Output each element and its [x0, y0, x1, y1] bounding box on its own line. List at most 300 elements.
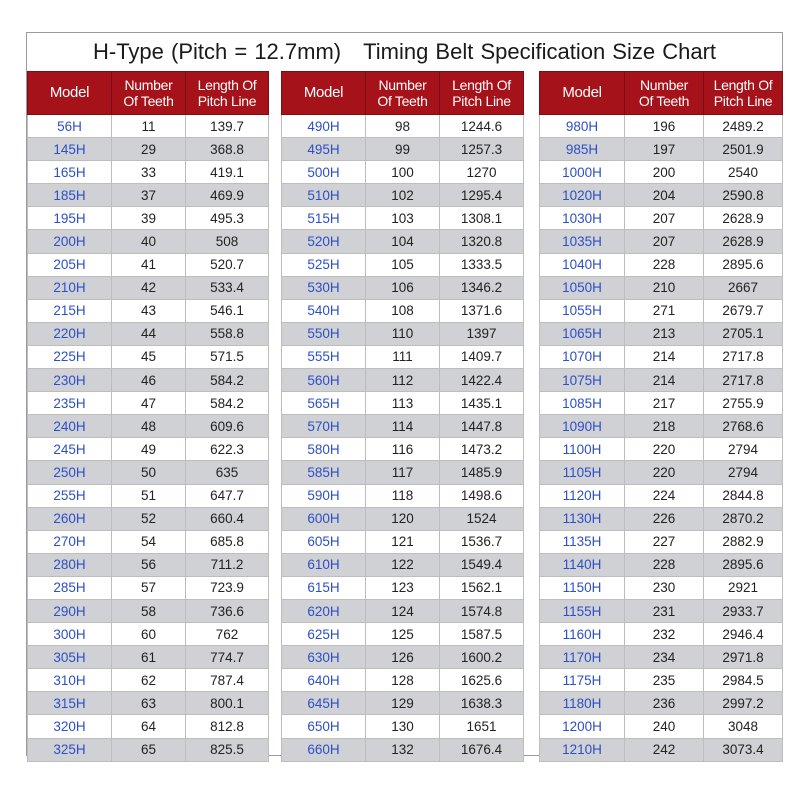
table-row: [28, 692, 269, 715]
teeth-cell: 123: [366, 576, 440, 599]
model-cell: 1030H: [540, 207, 625, 230]
teeth-cell: 207: [625, 207, 704, 230]
teeth-cell: 200: [625, 161, 704, 184]
model-cell: 540H: [282, 299, 366, 322]
pitch-length-cell: 419.1: [186, 161, 269, 184]
model-cell: 1180H: [540, 692, 625, 715]
table-row: [540, 184, 783, 207]
header-teeth-line1: Number: [124, 77, 173, 93]
table-row: [282, 692, 524, 715]
pitch-length-cell: 800.1: [186, 692, 269, 715]
pitch-length-cell: 2933.7: [704, 599, 783, 622]
table-row: [282, 253, 524, 276]
pitch-length-cell: 787.4: [186, 669, 269, 692]
teeth-cell: 42: [112, 276, 186, 299]
model-cell: 525H: [282, 253, 366, 276]
pitch-length-cell: 1346.2: [440, 276, 524, 299]
model-cell: 145H: [28, 138, 112, 161]
model-cell: 985H: [540, 138, 625, 161]
teeth-cell: 98: [366, 115, 440, 138]
pitch-length-cell: 584.2: [186, 392, 269, 415]
model-cell: 1105H: [540, 461, 625, 484]
model-cell: 1140H: [540, 553, 625, 576]
model-cell: 270H: [28, 530, 112, 553]
teeth-cell: 231: [625, 599, 704, 622]
pitch-length-cell: 533.4: [186, 276, 269, 299]
pitch-length-cell: 660.4: [186, 507, 269, 530]
pitch-length-cell: 1409.7: [440, 345, 524, 368]
teeth-cell: 220: [625, 438, 704, 461]
pitch-length-cell: 139.7: [186, 115, 269, 138]
table-row: [540, 553, 783, 576]
table-row: [28, 669, 269, 692]
model-cell: 320H: [28, 715, 112, 738]
teeth-cell: 56: [112, 553, 186, 576]
pitch-length-cell: 1536.7: [440, 530, 524, 553]
table-row: [282, 345, 524, 368]
table-row: [540, 207, 783, 230]
pitch-length-cell: 1371.6: [440, 299, 524, 322]
teeth-cell: 118: [366, 484, 440, 507]
model-cell: 980H: [540, 115, 625, 138]
teeth-cell: 224: [625, 484, 704, 507]
pitch-length-cell: 635: [186, 461, 269, 484]
teeth-cell: 132: [366, 738, 440, 761]
header-teeth-line1: Number: [378, 77, 427, 93]
teeth-cell: 129: [366, 692, 440, 715]
model-cell: 215H: [28, 299, 112, 322]
table-row: [28, 646, 269, 669]
table-row: [28, 576, 269, 599]
pitch-length-cell: 2794: [704, 438, 783, 461]
pitch-length-cell: 508: [186, 230, 269, 253]
model-cell: 195H: [28, 207, 112, 230]
pitch-length-cell: 1524: [440, 507, 524, 530]
table-row: [540, 299, 783, 322]
teeth-cell: 220: [625, 461, 704, 484]
teeth-cell: 130: [366, 715, 440, 738]
pitch-length-cell: 2628.9: [704, 207, 783, 230]
teeth-cell: 47: [112, 392, 186, 415]
teeth-cell: 63: [112, 692, 186, 715]
pitch-length-cell: 2717.8: [704, 369, 783, 392]
pitch-length-cell: 2895.6: [704, 553, 783, 576]
teeth-cell: 210: [625, 276, 704, 299]
model-cell: 560H: [282, 369, 366, 392]
header-length-line1: Length Of: [197, 77, 257, 93]
pitch-length-cell: 2755.9: [704, 392, 783, 415]
pitch-length-cell: 736.6: [186, 599, 269, 622]
teeth-cell: 103: [366, 207, 440, 230]
table-row: [540, 438, 783, 461]
table-row: [282, 184, 524, 207]
teeth-cell: 102: [366, 184, 440, 207]
teeth-cell: 62: [112, 669, 186, 692]
table-row: [282, 484, 524, 507]
table-row: [540, 507, 783, 530]
pitch-length-cell: 762: [186, 623, 269, 646]
pitch-length-cell: 647.7: [186, 484, 269, 507]
pitch-length-cell: 368.8: [186, 138, 269, 161]
table-row: [540, 484, 783, 507]
header-number-of-teeth: [366, 72, 440, 115]
table-body: [282, 115, 524, 762]
table-row: [282, 392, 524, 415]
table-row: [540, 276, 783, 299]
pitch-length-cell: 584.2: [186, 369, 269, 392]
header-teeth-line2: Of Teeth: [638, 93, 690, 109]
pitch-length-cell: 558.8: [186, 322, 269, 345]
model-cell: 1155H: [540, 599, 625, 622]
teeth-cell: 113: [366, 392, 440, 415]
model-cell: 600H: [282, 507, 366, 530]
model-cell: 1175H: [540, 669, 625, 692]
size-table-block-1: [27, 71, 269, 762]
table-row: [282, 507, 524, 530]
pitch-length-cell: 774.7: [186, 646, 269, 669]
model-cell: 550H: [282, 322, 366, 345]
pitch-length-cell: 3073.4: [704, 738, 783, 761]
table-row: [540, 738, 783, 761]
teeth-cell: 45: [112, 345, 186, 368]
pitch-length-cell: 1295.4: [440, 184, 524, 207]
header-length-line2: Pitch Line: [197, 93, 257, 109]
model-cell: 185H: [28, 184, 112, 207]
header-length-line2: Pitch Line: [713, 93, 773, 109]
header-pitch-length: [186, 72, 269, 115]
header-teeth-line2: Of Teeth: [123, 93, 174, 109]
pitch-length-cell: 2768.6: [704, 415, 783, 438]
pitch-length-cell: 2705.1: [704, 322, 783, 345]
teeth-cell: 33: [112, 161, 186, 184]
pitch-length-cell: 1574.8: [440, 599, 524, 622]
pitch-length-cell: 1651: [440, 715, 524, 738]
pitch-length-cell: 1333.5: [440, 253, 524, 276]
header-pitch-length: [704, 72, 783, 115]
header-length-line1: Length Of: [452, 77, 511, 93]
teeth-cell: 230: [625, 576, 704, 599]
pitch-length-cell: 1473.2: [440, 438, 524, 461]
table-row: [282, 576, 524, 599]
model-cell: 1100H: [540, 438, 625, 461]
model-cell: 495H: [282, 138, 366, 161]
table-row: [540, 322, 783, 345]
model-cell: 225H: [28, 345, 112, 368]
teeth-cell: 54: [112, 530, 186, 553]
pitch-length-cell: 2895.6: [704, 253, 783, 276]
pitch-length-cell: 685.8: [186, 530, 269, 553]
table-row: [282, 553, 524, 576]
table-row: [540, 345, 783, 368]
pitch-length-cell: 2679.7: [704, 299, 783, 322]
table-row: [28, 253, 269, 276]
teeth-cell: 65: [112, 738, 186, 761]
table-row: [28, 530, 269, 553]
pitch-length-cell: 812.8: [186, 715, 269, 738]
pitch-length-cell: 2997.2: [704, 692, 783, 715]
model-cell: 645H: [282, 692, 366, 715]
teeth-cell: 126: [366, 646, 440, 669]
teeth-cell: 58: [112, 599, 186, 622]
table-row: [282, 715, 524, 738]
header-teeth-line1: Number: [640, 77, 688, 93]
pitch-length-cell: 825.5: [186, 738, 269, 761]
table-row: [282, 738, 524, 761]
pitch-length-cell: 1270: [440, 161, 524, 184]
table-row: [540, 161, 783, 184]
model-cell: 325H: [28, 738, 112, 761]
table-row: [28, 184, 269, 207]
table-row: [540, 646, 783, 669]
header-teeth-line2: Of Teeth: [377, 93, 428, 109]
model-cell: 280H: [28, 553, 112, 576]
model-cell: 220H: [28, 322, 112, 345]
model-cell: 530H: [282, 276, 366, 299]
teeth-cell: 124: [366, 599, 440, 622]
model-cell: 1150H: [540, 576, 625, 599]
teeth-cell: 120: [366, 507, 440, 530]
teeth-cell: 125: [366, 623, 440, 646]
pitch-length-cell: 546.1: [186, 299, 269, 322]
teeth-cell: 44: [112, 322, 186, 345]
header-row: [540, 72, 783, 115]
teeth-cell: 43: [112, 299, 186, 322]
table-row: [282, 299, 524, 322]
header-length-line1: Length Of: [713, 77, 773, 93]
model-cell: 500H: [282, 161, 366, 184]
table-row: [28, 507, 269, 530]
teeth-cell: 61: [112, 646, 186, 669]
teeth-cell: 106: [366, 276, 440, 299]
size-table-block-3: [539, 71, 783, 762]
teeth-cell: 226: [625, 507, 704, 530]
table-row: [540, 530, 783, 553]
pitch-length-cell: 571.5: [186, 345, 269, 368]
teeth-cell: 108: [366, 299, 440, 322]
pitch-length-cell: 3048: [704, 715, 783, 738]
header-model: Model: [540, 72, 625, 115]
table-row: [282, 138, 524, 161]
model-cell: 290H: [28, 599, 112, 622]
model-cell: 1090H: [540, 415, 625, 438]
model-cell: 240H: [28, 415, 112, 438]
model-cell: 1055H: [540, 299, 625, 322]
table-row: [540, 230, 783, 253]
teeth-cell: 60: [112, 623, 186, 646]
pitch-length-cell: 1447.8: [440, 415, 524, 438]
pitch-length-cell: 2590.8: [704, 184, 783, 207]
table-row: [282, 646, 524, 669]
page-title: [27, 33, 782, 71]
table-body: [540, 115, 783, 762]
pitch-length-cell: 2794: [704, 461, 783, 484]
pitch-length-cell: 1244.6: [440, 115, 524, 138]
model-cell: 1120H: [540, 484, 625, 507]
teeth-cell: 122: [366, 553, 440, 576]
table-row: [540, 576, 783, 599]
model-cell: 1000H: [540, 161, 625, 184]
pitch-length-cell: 2667: [704, 276, 783, 299]
table-row: [28, 345, 269, 368]
teeth-cell: 51: [112, 484, 186, 507]
teeth-cell: 111: [366, 345, 440, 368]
table-row: [540, 253, 783, 276]
table-row: [28, 299, 269, 322]
teeth-cell: 235: [625, 669, 704, 692]
teeth-cell: 217: [625, 392, 704, 415]
table-row: [28, 484, 269, 507]
table-row: [540, 392, 783, 415]
pitch-length-cell: 2921: [704, 576, 783, 599]
table-row: [28, 553, 269, 576]
model-cell: 620H: [282, 599, 366, 622]
pitch-length-cell: 1587.5: [440, 623, 524, 646]
pitch-length-cell: 609.6: [186, 415, 269, 438]
model-cell: 1050H: [540, 276, 625, 299]
model-cell: 615H: [282, 576, 366, 599]
model-cell: 165H: [28, 161, 112, 184]
pitch-length-cell: 520.7: [186, 253, 269, 276]
teeth-cell: 228: [625, 253, 704, 276]
model-cell: 1065H: [540, 322, 625, 345]
header-number-of-teeth: [625, 72, 704, 115]
table-row: [28, 738, 269, 761]
table-row: [282, 669, 524, 692]
model-cell: 515H: [282, 207, 366, 230]
pitch-length-cell: 2971.8: [704, 646, 783, 669]
table-row: [282, 461, 524, 484]
teeth-cell: 218: [625, 415, 704, 438]
model-cell: 1085H: [540, 392, 625, 415]
model-cell: 260H: [28, 507, 112, 530]
pitch-length-cell: 622.3: [186, 438, 269, 461]
table-row: [282, 369, 524, 392]
teeth-cell: 227: [625, 530, 704, 553]
model-cell: 300H: [28, 623, 112, 646]
title-pitch: H-Type (Pitch = 12.7mm): [92, 39, 342, 64]
model-cell: 1070H: [540, 345, 625, 368]
teeth-cell: 50: [112, 461, 186, 484]
table-row: [540, 369, 783, 392]
teeth-cell: 52: [112, 507, 186, 530]
table-row: [540, 115, 783, 138]
table-row: [28, 115, 269, 138]
model-cell: 580H: [282, 438, 366, 461]
model-cell: 605H: [282, 530, 366, 553]
pitch-length-cell: 1562.1: [440, 576, 524, 599]
model-cell: 565H: [282, 392, 366, 415]
table-row: [28, 230, 269, 253]
teeth-cell: 121: [366, 530, 440, 553]
table-row: [28, 438, 269, 461]
model-cell: 1040H: [540, 253, 625, 276]
teeth-cell: 99: [366, 138, 440, 161]
teeth-cell: 11: [112, 115, 186, 138]
pitch-length-cell: 1308.1: [440, 207, 524, 230]
teeth-cell: 234: [625, 646, 704, 669]
model-cell: 1035H: [540, 230, 625, 253]
model-cell: 610H: [282, 553, 366, 576]
teeth-cell: 214: [625, 345, 704, 368]
teeth-cell: 57: [112, 576, 186, 599]
table-row: [282, 415, 524, 438]
pitch-length-cell: 2628.9: [704, 230, 783, 253]
pitch-length-cell: 2946.4: [704, 623, 783, 646]
table-row: [282, 230, 524, 253]
header-model: Model: [28, 72, 112, 115]
table-row: [282, 276, 524, 299]
teeth-cell: 117: [366, 461, 440, 484]
table-row: [282, 115, 524, 138]
model-cell: 1130H: [540, 507, 625, 530]
pitch-length-cell: 2489.2: [704, 115, 783, 138]
teeth-cell: 128: [366, 669, 440, 692]
model-cell: 200H: [28, 230, 112, 253]
pitch-length-cell: 2501.9: [704, 138, 783, 161]
model-cell: 520H: [282, 230, 366, 253]
table-row: [540, 669, 783, 692]
table-row: [28, 161, 269, 184]
model-cell: 510H: [282, 184, 366, 207]
pitch-length-cell: 1435.1: [440, 392, 524, 415]
table-row: [28, 461, 269, 484]
table-row: [282, 161, 524, 184]
model-cell: 555H: [282, 345, 366, 368]
model-cell: 1200H: [540, 715, 625, 738]
pitch-length-cell: 1638.3: [440, 692, 524, 715]
teeth-cell: 114: [366, 415, 440, 438]
header-row: [282, 72, 524, 115]
model-cell: 315H: [28, 692, 112, 715]
pitch-length-cell: 1320.8: [440, 230, 524, 253]
table-row: [282, 322, 524, 345]
teeth-cell: 271: [625, 299, 704, 322]
pitch-length-cell: 2870.2: [704, 507, 783, 530]
teeth-cell: 46: [112, 369, 186, 392]
table-row: [282, 599, 524, 622]
teeth-cell: 207: [625, 230, 704, 253]
model-cell: 585H: [282, 461, 366, 484]
teeth-cell: 228: [625, 553, 704, 576]
table-row: [282, 438, 524, 461]
table-row: [28, 276, 269, 299]
table-row: [540, 138, 783, 161]
table-row: [540, 461, 783, 484]
model-cell: 625H: [282, 623, 366, 646]
pitch-length-cell: 1600.2: [440, 646, 524, 669]
model-cell: 245H: [28, 438, 112, 461]
model-cell: 255H: [28, 484, 112, 507]
table-row: [540, 692, 783, 715]
teeth-cell: 204: [625, 184, 704, 207]
table-row: [28, 369, 269, 392]
teeth-cell: 40: [112, 230, 186, 253]
header-number-of-teeth: [112, 72, 186, 115]
teeth-cell: 214: [625, 369, 704, 392]
model-cell: 310H: [28, 669, 112, 692]
table-row: [540, 599, 783, 622]
teeth-cell: 41: [112, 253, 186, 276]
pitch-length-cell: 2844.8: [704, 484, 783, 507]
model-cell: 1160H: [540, 623, 625, 646]
header-row: [28, 72, 269, 115]
pitch-length-cell: 1485.9: [440, 461, 524, 484]
teeth-cell: 232: [625, 623, 704, 646]
model-cell: 205H: [28, 253, 112, 276]
pitch-length-cell: 1676.4: [440, 738, 524, 761]
pitch-length-cell: 1422.4: [440, 369, 524, 392]
model-cell: 1210H: [540, 738, 625, 761]
